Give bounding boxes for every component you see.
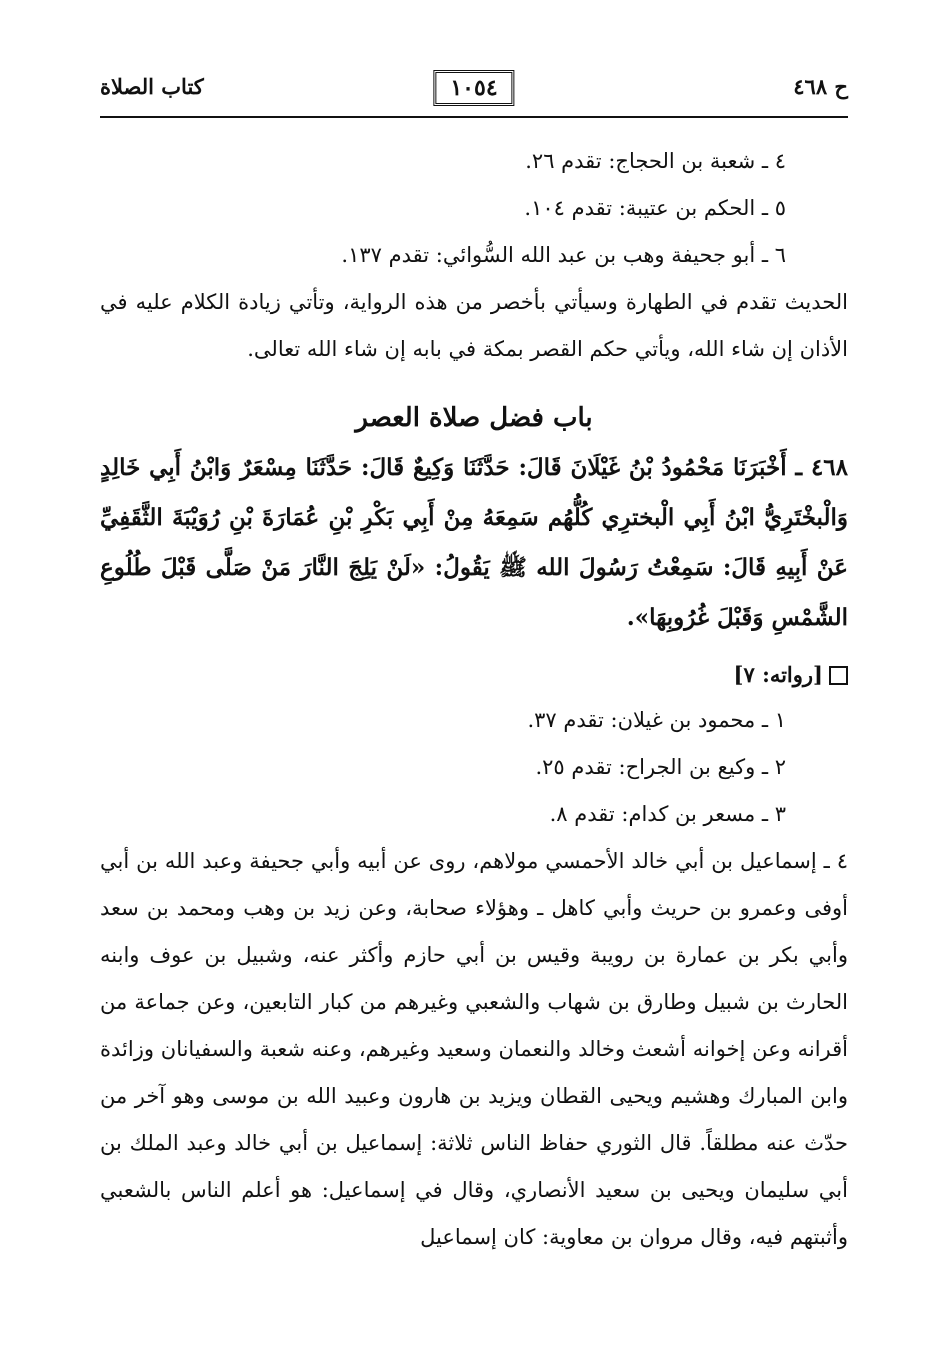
narrators-heading-label: [رواته: ٧] — [733, 662, 823, 687]
square-bullet-icon — [829, 666, 848, 685]
list-item: ٦ ـ أبو جحيفة وهب بن عبد الله السُّوائي: تقدم ١٣٧. — [341, 243, 786, 267]
chapter-title: باب فضل صلاة العصر — [355, 403, 593, 433]
list-item: ٤ ـ شعبة بن الحجاج: تقدم ٢٦. — [525, 149, 786, 173]
list-item: ٥ ـ الحكم بن عتيبة: تقدم ١٠٤. — [524, 196, 786, 220]
hadith-text: ٤٦٨ ـ أَخْبَرَنَا مَحْمُودُ بْنُ غَيْلَانَ قَالَ: حَدَّثَنَا وَكِيعٌ قَالَ: حَدَّثَنَا مِسْعَرٌ وَابْنُ أَبِي خَالِدٍ وَالْبخْتَرِيُّ ابْنُ أَبِي الْبخترِي كُلُّهُم سَمِعَهُ مِنْ أَبِي بَكْرِ بْنِ عُمَارَةَ بْنِ رُوَيْبَةَ الثَّقَفِيِّ عَنْ أَبِيهِ قَالَ: سَمِعْتُ رَسُولَ الله ﷺ يَقُولُ: «لَنْ يَلِجَ النَّارَ مَنْ صَلَّى قَبْلَ طُلُوعِ الشَّمْسِ وَقَبْلَ غُرُوبِهَا». — [100, 454, 848, 631]
narrators-heading — [100, 653, 848, 697]
hadith-number-header: ح ٤٦٨ — [793, 74, 848, 99]
page-number: ١٠٥٤ — [433, 70, 514, 106]
previous-narrators-list — [100, 138, 848, 279]
page — [100, 70, 848, 1261]
narrators-list — [100, 697, 848, 838]
narrator-biography-paragraph: ٤ ـ إسماعيل بن أبي خالد الأحمسي مولاهم، روى عن أبيه وأبي جحيفة وعبد الله بن أبي أوفى وعمرو بن حريث وأبي كاهل ـ وهؤلاء صحابة، وعن زيد بن وهب ومحمد بن سعد وأبي بكر بن عمارة بن رويبة وقيس بن أبي حازم وأكثر عنه، وشبيل بن عوف وابنه الحارث بن شبيل وطارق بن شهاب والشعبي وغيرهم من كبار التابعين، وعن جماعة من أقرانه وعن إخوانه أشعث وخالد والنعمان وسعيد وغيرهم، وعنه شعبة والسفيانان وزائدة وابن المبارك وهشيم ويحيى القطان ويزيد بن هارون وعبيد الله بن موسى وهو آخر من حدّث عنه مطلقاً. قال الثوري حفاظ الناس ثلاثة: إسماعيل بن أبي خالد وعبد الملك بن أبي سليمان ويحيى بن سعيد الأنصاري، وقال في إسماعيل: هو أعلم الناس بالشعبي وأثبتهم فيه، وقال مروان بن معاوية: كان إسماعيل — [100, 849, 848, 1249]
list-item: ٢ ـ وكيع بن الجراح: تقدم ٢٥. — [535, 755, 786, 779]
book-title-header: كتاب الصلاة — [100, 74, 204, 99]
header-rule — [100, 116, 848, 118]
commentary-paragraph: الحديث تقدم في الطهارة وسيأتي بأخصر من هذه الرواية، وتأتي زيادة الكلام عليه في الأذان إن شاء الله، ويأتي حكم القصر بمكة في بابه إن شاء الله تعالى. — [100, 290, 848, 361]
list-item: ٣ ـ مسعر بن كدام: تقدم ٨. — [549, 802, 786, 826]
list-item: ١ ـ محمود بن غيلان: تقدم ٣٧. — [527, 708, 786, 732]
running-header — [100, 70, 848, 118]
